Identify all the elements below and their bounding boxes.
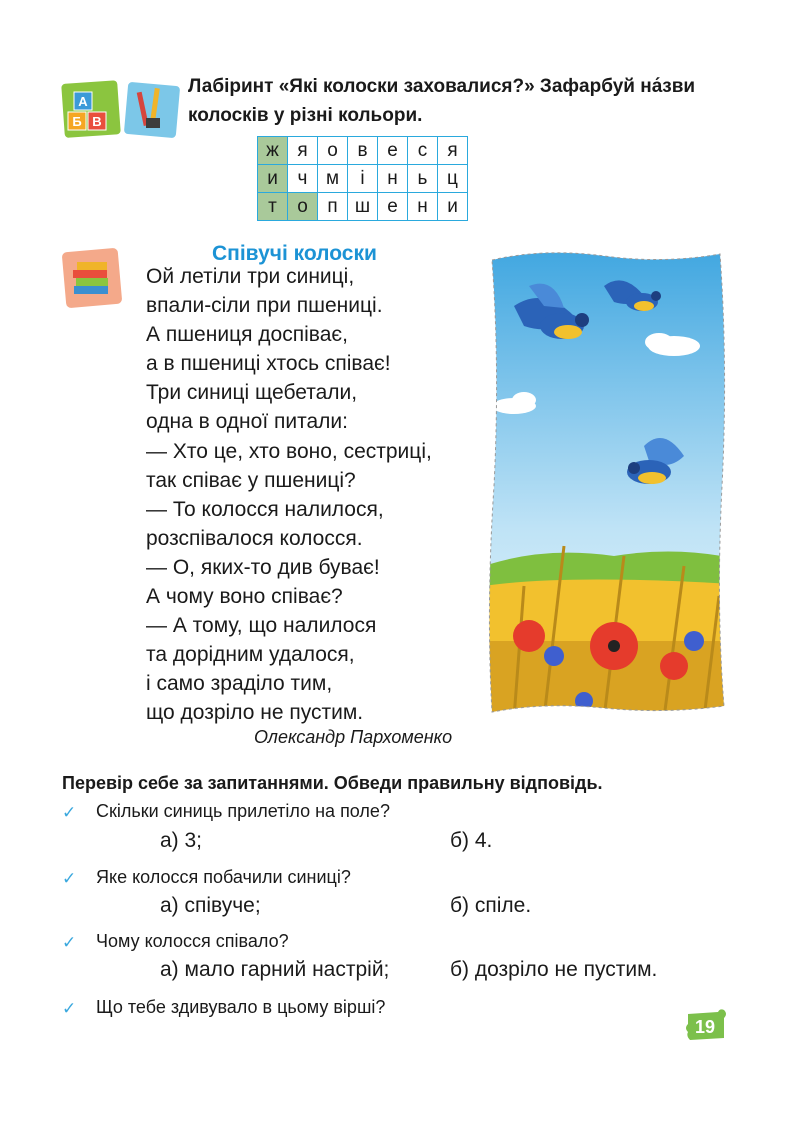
poem-line: та дорідним удалося, <box>146 643 355 667</box>
task-1-instruction: Лабіринт «Які колоски заховалися?» Зафарбуй на́зви колосків у різні кольори. <box>188 76 696 126</box>
poem-title: Співучі колоски <box>212 242 377 265</box>
poem-line: і само зраділо тим, <box>146 672 333 696</box>
page-number: 19 <box>695 1017 716 1037</box>
maze-cell[interactable]: с <box>408 137 438 165</box>
swallows-over-wheat-field-illustration <box>484 246 732 718</box>
maze-cell[interactable]: я <box>438 137 468 165</box>
answer-option-a[interactable]: а) мало гарний настрій; <box>160 958 390 981</box>
maze-cell[interactable]: в <box>348 137 378 165</box>
answer-option-b[interactable]: б) дозріло не пустим. <box>450 958 658 981</box>
maze-cell[interactable]: п <box>318 193 348 221</box>
questions-heading: Перевір себе за запитаннями. Обведи правильну відповідь. <box>62 773 603 793</box>
question-text: Чому колосся співало? <box>96 931 289 951</box>
checkmark-icon: ✓ <box>62 803 77 822</box>
poem-line: так співає у пшениці? <box>146 468 356 492</box>
alphabet-blocks-icon <box>60 78 124 140</box>
answer-option-b[interactable]: б) спіле. <box>450 894 532 917</box>
maze-row <box>258 165 468 193</box>
checkmark-icon: ✓ <box>62 933 77 952</box>
poem-body <box>146 262 432 728</box>
books-stack-icon <box>60 246 126 310</box>
checkmark-icon: ✓ <box>62 869 77 888</box>
answer-option-b[interactable]: б) 4. <box>450 829 493 852</box>
maze-cell[interactable]: о <box>288 193 318 221</box>
maze-cell[interactable]: ч <box>288 165 318 193</box>
checkmark-icon: ✓ <box>62 999 77 1018</box>
poem-line: Ой летіли три синиці, <box>146 265 355 288</box>
maze-cell[interactable]: н <box>378 165 408 193</box>
maze-cell[interactable]: е <box>378 137 408 165</box>
poem-line: — О, яких-то див буває! <box>146 555 380 579</box>
maze-cell[interactable]: і <box>348 165 378 193</box>
maze-cell[interactable]: и <box>438 193 468 221</box>
poem-line: одна в одної питали: <box>146 410 348 434</box>
poem-line: Три синиці щебетали, <box>146 381 358 405</box>
maze-cell[interactable]: я <box>288 137 318 165</box>
question-text: Скільки синиць прилетіло на поле? <box>96 801 390 821</box>
maze-cell[interactable]: н <box>408 193 438 221</box>
poem-line: що дозріло не пустим. <box>146 701 364 725</box>
letter-maze-grid <box>257 136 468 221</box>
maze-cell[interactable]: ь <box>408 165 438 193</box>
poem-author: Олександр Пархоменко <box>254 727 453 747</box>
maze-cell[interactable]: ж <box>258 137 288 165</box>
svg-text:А: А <box>78 94 88 109</box>
page-number-badge <box>686 1010 726 1042</box>
poem-line: впали-сіли при пшениці. <box>146 294 383 318</box>
maze-cell[interactable]: е <box>378 193 408 221</box>
maze-row <box>258 193 468 221</box>
svg-text:В: В <box>92 114 102 129</box>
poem-line: розспівалося колосся. <box>146 526 363 550</box>
maze-cell[interactable]: и <box>258 165 288 193</box>
poem-line: — То колосся налилося, <box>146 497 384 521</box>
poem-line: А пшениця доспіває, <box>146 323 348 347</box>
svg-text:Б: Б <box>72 114 82 129</box>
answer-option-a[interactable]: а) співуче; <box>160 894 261 917</box>
paint-brushes-icon <box>122 78 182 140</box>
answer-option-a[interactable]: а) 3; <box>160 829 203 852</box>
maze-cell[interactable]: ш <box>348 193 378 221</box>
poem-line: А чому воно співає? <box>146 585 343 609</box>
poem-line: — А тому, що налилося <box>146 614 377 638</box>
maze-cell[interactable]: о <box>318 137 348 165</box>
poem-line: — Хто це, хто воно, сестриці, <box>146 439 432 463</box>
question-text: Що тебе здивувало в цьому вірші? <box>96 997 386 1017</box>
maze-row <box>258 137 468 165</box>
maze-cell[interactable]: м <box>318 165 348 193</box>
poem-line: а в пшениці хтось співає! <box>146 352 391 376</box>
maze-cell[interactable]: т <box>258 193 288 221</box>
maze-cell[interactable]: ц <box>438 165 468 193</box>
question-text: Яке колосся побачили синиці? <box>96 867 351 887</box>
